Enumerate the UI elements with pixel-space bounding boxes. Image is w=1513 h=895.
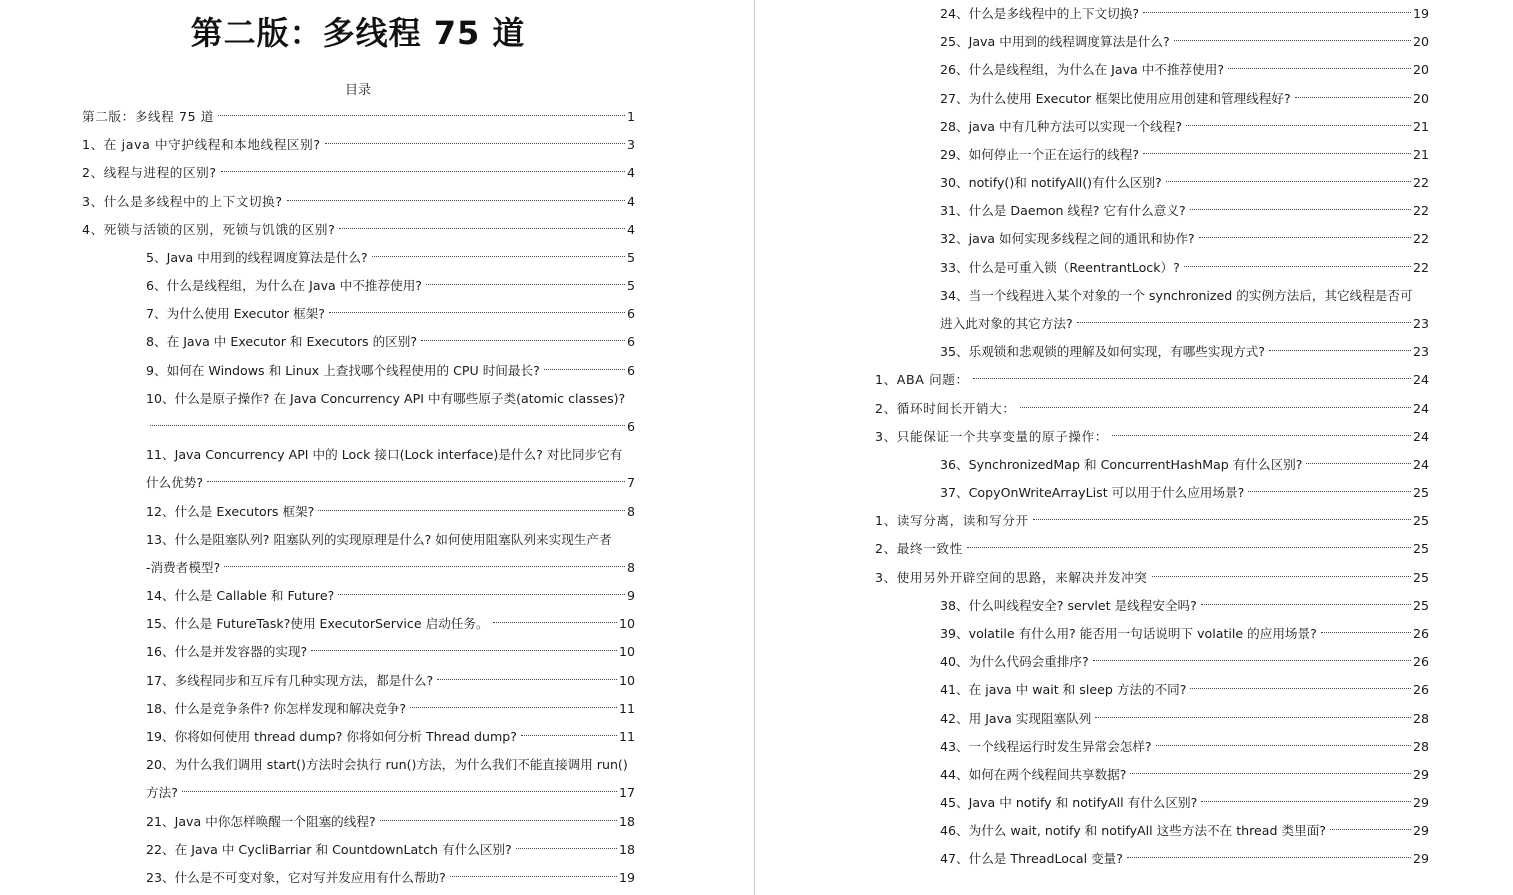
toc-entry[interactable] [146, 332, 635, 352]
dot-leader [1033, 519, 1411, 520]
toc-entry-text: 30、notify()和 notifyAll()有什么区别? [940, 175, 1162, 191]
toc-page-number: 26 [1412, 654, 1429, 670]
toc-entry[interactable] [940, 821, 1429, 841]
toc-entry[interactable] [940, 737, 1429, 757]
dot-leader [1143, 153, 1411, 154]
toc-entry[interactable] [146, 783, 635, 803]
dot-leader [1077, 322, 1411, 323]
toc-entry-text: 40、为什么代码会重排序? [940, 654, 1089, 670]
toc-entry-text: 28、java 中有几种方法可以实现一个线程? [940, 118, 1183, 134]
toc-page-number: 25 [1412, 541, 1429, 557]
toc-page-number: 9 [626, 588, 635, 604]
toc-page-number: 18 [618, 813, 635, 829]
dot-leader [973, 378, 1411, 379]
toc-entry-text: 24、什么是多线程中的上下文切换? [940, 6, 1140, 21]
toc-page-number: 29 [1412, 766, 1429, 782]
dot-leader [1199, 237, 1411, 238]
dot-leader [1269, 350, 1411, 351]
toc-entry[interactable] [82, 107, 635, 127]
dot-leader [218, 115, 625, 116]
toc-entry[interactable] [940, 314, 1429, 334]
toc-entry-text: 2、线程与进程的区别? [82, 165, 217, 181]
dot-leader [221, 171, 625, 172]
toc-entry-text: 9、如何在 Windows 和 Linux 上查找哪个线程使用的 CPU 时间最长? [146, 362, 540, 378]
toc-entry[interactable] [146, 417, 635, 437]
toc-page-number: 20 [1412, 90, 1429, 106]
toc-entry-text: 11、Java Concurrency API 中的 Lock 接口(Lock interface)是什么? 对比同步它有 [146, 447, 623, 463]
toc-page-number: 24 [1412, 456, 1429, 472]
toc-page-number: 22 [1412, 175, 1429, 191]
toc-entry[interactable] [146, 248, 635, 268]
toc-entry[interactable] [940, 60, 1429, 80]
toc-entry-text: 38、什么叫线程安全? servlet 是线程安全吗? [940, 597, 1197, 613]
toc-page-number: 11 [618, 728, 635, 744]
dot-leader [338, 594, 625, 595]
toc-entry-text: 41、在 java 中 wait 和 sleep 方法的不同? [940, 682, 1187, 698]
toc-entry-text: 42、用 Java 实现阻塞队列 [940, 710, 1092, 726]
toc-entry[interactable] [146, 361, 635, 381]
toc-entry-text: 7、为什么使用 Executor 框架? [146, 306, 325, 322]
toc-entry-text: 3、使用另外开辟空间的思路，来解决并发冲突 [875, 569, 1148, 585]
toc-page-number: 24 [1412, 428, 1429, 444]
toc-page-number: 19 [618, 869, 635, 885]
toc-entry-text: 15、什么是 FutureTask?使用 ExecutorService 启动任务。 [146, 616, 489, 632]
dot-leader [1190, 209, 1411, 210]
toc-entry[interactable] [940, 652, 1429, 672]
toc-entry-text: 2、循环时间长开销大： [875, 400, 1016, 416]
dot-leader [1156, 745, 1411, 746]
toc-entry[interactable] [940, 258, 1429, 278]
toc-page-number: 25 [1412, 569, 1429, 585]
toc-entry-text: 17、多线程同步和互斥有几种实现方法，都是什么? [146, 672, 434, 688]
toc-entry[interactable] [146, 389, 635, 409]
toc-entry[interactable] [146, 840, 635, 860]
toc-entry-text: 25、Java 中用到的线程调度算法是什么? [940, 34, 1170, 50]
toc-entry-text: 44、如何在两个线程间共享数据? [940, 766, 1127, 782]
toc-entry[interactable] [940, 596, 1429, 616]
toc-page-number: 8 [626, 503, 635, 519]
dot-leader [967, 547, 1411, 548]
left-page [0, 0, 754, 895]
toc-entry-text: 43、一个线程运行时发生异常会怎样? [940, 738, 1152, 754]
dot-leader [421, 340, 625, 341]
toc-page-number: 25 [1412, 485, 1429, 501]
toc-entry-text: 方法? [146, 785, 178, 801]
toc-entry[interactable] [940, 849, 1429, 869]
toc-entry[interactable] [146, 473, 635, 493]
toc-entry-text: 31、什么是 Daemon 线程? 它有什么意义? [940, 203, 1186, 219]
toc-page-number: 5 [626, 278, 635, 294]
toc-entry-text: 39、volatile 有什么用? 能否用一句话说明下 volatile 的应用场景? [940, 625, 1317, 641]
toc-page-number: 6 [626, 334, 635, 350]
toc-page-number: 25 [1412, 597, 1429, 613]
toc-entry-text: 37、CopyOnWriteArrayList 可以用于什么应用场景? [940, 485, 1245, 501]
toc-entry-text: 29、如何停止一个正在运行的线程? [940, 146, 1140, 162]
toc-entry-text: 14、什么是 Callable 和 Future? [146, 588, 335, 604]
toc-entry-text: 12、什么是 Executors 框架? [146, 503, 315, 519]
toc-entry-text: 2、最终一致性 [875, 541, 963, 557]
toc-entry[interactable] [875, 511, 1429, 531]
toc-entry[interactable] [940, 286, 1429, 306]
dot-leader [224, 566, 625, 567]
toc-page-number: 22 [1412, 203, 1429, 219]
dot-leader [1184, 266, 1411, 267]
toc-page-number: 3 [626, 137, 635, 153]
dot-leader [1174, 40, 1411, 41]
toc-entry[interactable] [940, 342, 1429, 362]
toc-entry[interactable] [940, 624, 1429, 644]
dot-leader [311, 650, 617, 651]
toc-entry-text: 20、为什么我们调用 start()方法时会执行 run()方法，为什么我们不能直接调用 run() [146, 757, 628, 773]
toc-entry-text: 35、乐观锁和悲观锁的理解及如何实现，有哪些实现方式? [940, 344, 1265, 360]
toc-page-number: 24 [1412, 400, 1429, 416]
toc-entry-text: 13、什么是阻塞队列? 阻塞队列的实现原理是什么? 如何使用阻塞队列来实现生产者 [146, 531, 612, 547]
toc-entry-text: 21、Java 中你怎样唤醒一个阻塞的线程? [146, 813, 376, 829]
toc-entry[interactable] [146, 755, 635, 775]
toc-entry[interactable] [146, 304, 635, 324]
toc-entry[interactable] [146, 727, 635, 747]
dot-leader [1201, 801, 1411, 802]
toc-entry[interactable] [146, 812, 635, 832]
toc-page-number: 6 [626, 306, 635, 322]
dot-leader [410, 707, 617, 708]
toc-entry-text: 5、Java 中用到的线程调度算法是什么? [146, 249, 368, 265]
toc-page-number: 20 [1412, 34, 1429, 50]
dot-leader [450, 876, 617, 877]
dot-leader [1095, 717, 1411, 718]
toc-entry[interactable] [146, 671, 635, 691]
toc-entry-text: 第二版：多线程 75 道 [82, 109, 214, 124]
dot-leader [1186, 125, 1411, 126]
toc-entry[interactable] [146, 642, 635, 662]
toc-entry[interactable] [940, 455, 1429, 475]
toc-page-number: 26 [1412, 682, 1429, 698]
toc-entry[interactable] [875, 399, 1429, 419]
toc-entry-text: 27、为什么使用 Executor 框架比使用应用创建和管理线程好? [940, 90, 1291, 106]
toc-page-number: 10 [618, 616, 635, 632]
toc-entry[interactable] [875, 370, 1429, 390]
toc-page-number: 21 [1412, 118, 1429, 134]
dot-leader [437, 679, 617, 680]
toc-entry[interactable] [940, 32, 1429, 52]
dot-leader [426, 284, 625, 285]
toc-entry-text: 46、为什么 wait, notify 和 notifyAll 这些方法不在 thread 类里面? [940, 823, 1326, 839]
toc-page-number: 23 [1412, 344, 1429, 360]
toc-entry-text: 10、什么是原子操作? 在 Java Concurrency API 中有哪些原子类(atomic classes)? [146, 390, 626, 406]
toc-entry-text: -消费者模型? [146, 559, 221, 575]
toc-page-number: 21 [1412, 146, 1429, 162]
dot-leader [318, 510, 625, 511]
toc-entry[interactable] [940, 201, 1429, 221]
toc-entry[interactable] [82, 135, 635, 155]
toc-entry[interactable] [146, 868, 635, 888]
toc-entry[interactable] [82, 192, 635, 212]
toc-page-number: 22 [1412, 231, 1429, 247]
toc-page-number: 6 [626, 362, 635, 378]
toc-entry[interactable] [146, 276, 635, 296]
toc-entry-text: 什么优势? [146, 475, 204, 491]
toc-entry-text: 8、在 Java 中 Executor 和 Executors 的区别? [146, 334, 418, 350]
dot-leader [1152, 576, 1411, 577]
toc-entry-text: 23、什么是不可变对象，它对写并发应用有什么帮助? [146, 869, 446, 885]
toc-page-number: 4 [626, 165, 635, 181]
toc-entry[interactable] [82, 220, 635, 240]
toc-page-number: 4 [626, 221, 635, 237]
toc-entry-text: 16、什么是并发容器的实现? [146, 644, 308, 660]
toc-entry-text: 3、什么是多线程中的上下文切换? [82, 193, 283, 209]
toc-entry[interactable] [940, 765, 1429, 785]
dot-leader [1306, 463, 1411, 464]
toc-entry-text: 45、Java 中 notify 和 notifyAll 有什么区别? [940, 795, 1198, 811]
right-page [757, 0, 1513, 895]
toc-page-number: 28 [1412, 738, 1429, 754]
toc-entry[interactable] [146, 530, 635, 550]
toc-entry-text: 1、ABA 问题： [875, 372, 969, 388]
dot-leader [1130, 773, 1411, 774]
dot-leader [182, 791, 617, 792]
toc-entry[interactable] [940, 793, 1429, 813]
toc-page-number: 5 [626, 249, 635, 265]
dot-leader [1295, 97, 1411, 98]
toc-entry-text: 3、只能保证一个共享变量的原子操作： [875, 428, 1108, 444]
dot-leader [544, 369, 625, 370]
dot-leader [1228, 68, 1411, 69]
toc-page-number: 25 [1412, 513, 1429, 529]
toc-entry-text: 32、java 如何实现多线程之间的通讯和协作? [940, 231, 1195, 247]
toc-entry[interactable] [82, 163, 635, 183]
toc-entry-text: 36、SynchronizedMap 和 ConcurrentHashMap 有什么区别? [940, 456, 1303, 472]
toc-page-number: 29 [1412, 851, 1429, 867]
dot-leader [521, 735, 617, 736]
toc-page-number: 24 [1412, 372, 1429, 388]
toc-page-number: 26 [1412, 625, 1429, 641]
dot-leader [1093, 660, 1411, 661]
toc-page-number: 4 [626, 193, 635, 209]
dot-leader [372, 256, 625, 257]
toc-entry-text: 34、当一个线程进入某个对象的一个 synchronized 的实例方法后，其它线程是否可 [940, 287, 1413, 303]
toc-page-number: 17 [618, 785, 635, 801]
toc-page-number: 7 [626, 475, 635, 491]
toc-heading: 目录 [344, 83, 371, 98]
toc-entry[interactable] [146, 445, 635, 465]
toc-entry[interactable] [875, 539, 1429, 559]
document-title: 第二版：多线程 75 道 [190, 14, 526, 52]
toc-entry-text: 22、在 Java 中 CycliBarriar 和 CountdownLatch 有什么区别? [146, 841, 512, 857]
toc-page-number: 28 [1412, 710, 1429, 726]
dot-leader [207, 481, 625, 482]
dot-leader [1020, 407, 1411, 408]
toc-page-number: 10 [618, 672, 635, 688]
toc-entry-text: 进入此对象的其它方法? [940, 315, 1073, 331]
toc-entry[interactable] [940, 4, 1429, 24]
toc-page-number: 11 [618, 700, 635, 716]
toc-entry-text: 1、读写分离，读和写分开 [875, 513, 1029, 529]
toc-entry[interactable] [146, 558, 635, 578]
toc-page-number: 29 [1412, 823, 1429, 839]
toc-entry[interactable] [940, 709, 1429, 729]
toc-entry[interactable] [940, 145, 1429, 165]
toc-entry[interactable] [146, 614, 635, 634]
dot-leader [287, 200, 625, 201]
dot-leader [1112, 435, 1411, 436]
toc-page-number: 6 [626, 418, 635, 434]
toc-entry-text: 6、什么是线程组，为什么在 Java 中不推荐使用? [146, 278, 422, 294]
dot-leader [339, 228, 625, 229]
toc-entry[interactable] [146, 586, 635, 606]
toc-entry-text: 47、什么是 ThreadLocal 变量? [940, 851, 1123, 867]
page-divider [754, 0, 755, 895]
toc-page-number: 10 [618, 644, 635, 660]
dot-leader [1166, 181, 1411, 182]
toc-entry-text: 1、在 java 中守护线程和本地线程区别? [82, 137, 321, 153]
toc-entry[interactable] [940, 229, 1429, 249]
toc-page-number: 8 [626, 559, 635, 575]
toc-page-number: 18 [618, 841, 635, 857]
toc-entry[interactable] [875, 427, 1429, 447]
dot-leader [325, 143, 625, 144]
dot-leader [329, 312, 625, 313]
dot-leader [1201, 604, 1411, 605]
dot-leader [1143, 12, 1411, 13]
toc-page-number: 23 [1412, 315, 1429, 331]
dot-leader [1190, 688, 1411, 689]
toc-entry[interactable] [940, 483, 1429, 503]
dot-leader [1248, 491, 1411, 492]
toc-entry-text: 26、什么是线程组，为什么在 Java 中不推荐使用? [940, 62, 1225, 78]
dot-leader [493, 622, 617, 623]
toc-entry[interactable] [940, 680, 1429, 700]
dot-leader [1321, 632, 1411, 633]
toc-entry[interactable] [940, 173, 1429, 193]
dot-leader [380, 820, 617, 821]
toc-entry-text: 19、你将如何使用 thread dump? 你将如何分析 Thread dump? [146, 728, 517, 744]
toc-entry-text: 33、什么是可重入锁（ReentrantLock）? [940, 259, 1180, 275]
dot-leader [1330, 829, 1411, 830]
toc-entry-text: 4、死锁与活锁的区别，死锁与饥饿的区别? [82, 221, 336, 237]
dot-leader [516, 848, 617, 849]
dot-leader [1127, 857, 1411, 858]
toc-entry[interactable] [940, 89, 1429, 109]
toc-page-number: 29 [1412, 795, 1429, 811]
toc-entry[interactable] [875, 568, 1429, 588]
toc-page-number: 22 [1412, 259, 1429, 275]
toc-page-number: 19 [1412, 6, 1429, 21]
toc-entry-text: 18、什么是竞争条件? 你怎样发现和解决竞争? [146, 700, 407, 716]
toc-entry[interactable] [940, 117, 1429, 137]
toc-page-number: 1 [626, 109, 635, 124]
toc-entry[interactable] [146, 502, 635, 522]
toc-page-number: 20 [1412, 62, 1429, 78]
dot-leader [150, 425, 625, 426]
toc-entry[interactable] [146, 699, 635, 719]
